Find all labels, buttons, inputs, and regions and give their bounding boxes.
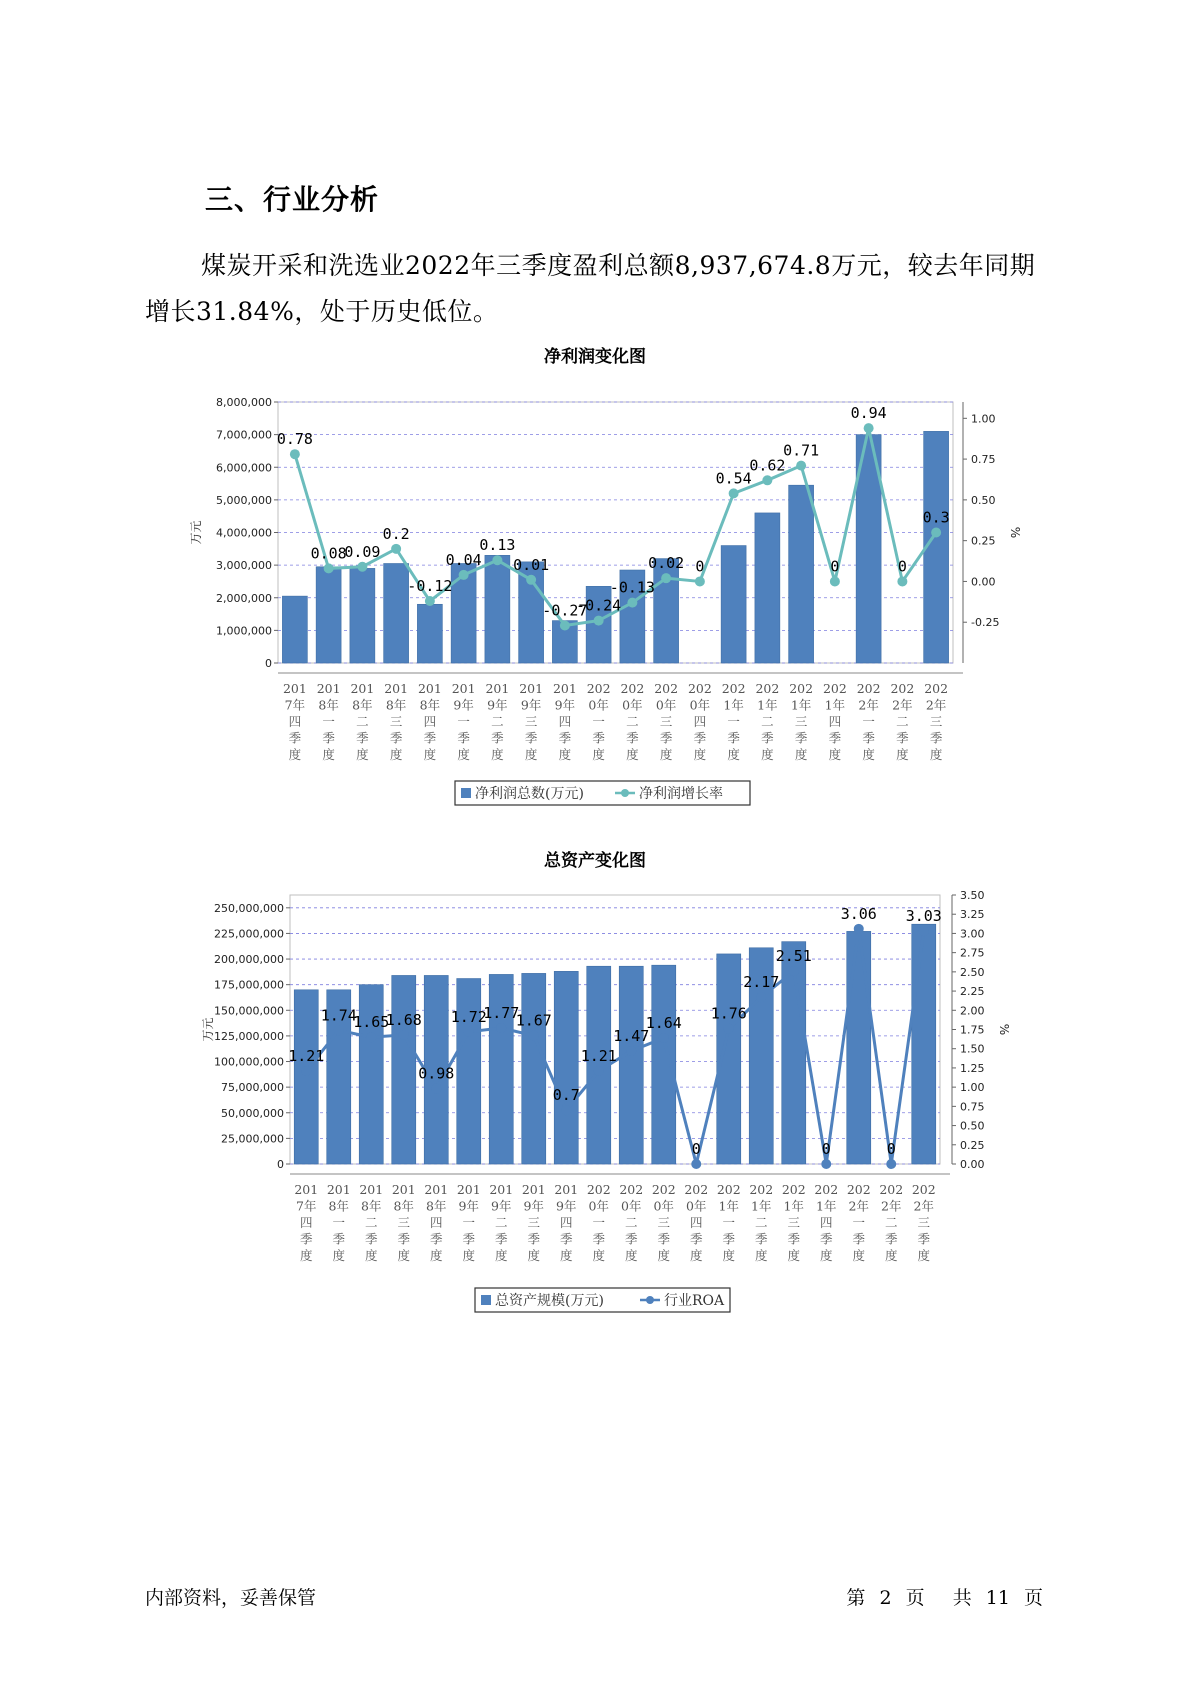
- left-tick-label: 25,000,000: [221, 1132, 284, 1146]
- category-label: 201 9年四季度: [552, 681, 577, 762]
- category-label: 202 0年四季度: [687, 681, 712, 762]
- line-point: [854, 924, 864, 934]
- left-tick-label: 175,000,000: [214, 978, 284, 992]
- legend-bar-label: 净利润总数(万元): [475, 786, 584, 802]
- left-tick-label: 8,000,000: [216, 396, 272, 409]
- bar: [457, 979, 481, 1164]
- bar: [392, 975, 416, 1164]
- page-suffix: 页: [1023, 1587, 1043, 1609]
- data-label: 1.21: [580, 1047, 617, 1066]
- data-label: 0.01: [513, 555, 550, 574]
- line-point: [357, 562, 367, 572]
- section-heading: 三、行业分析: [205, 183, 380, 216]
- bar: [619, 966, 643, 1164]
- category-label: 202 1年三季度: [789, 681, 814, 762]
- data-label: 1.67: [515, 1011, 552, 1030]
- data-label: 1.76: [710, 1004, 747, 1023]
- left-tick-label: 50,000,000: [221, 1106, 284, 1120]
- data-label: 2.17: [743, 973, 780, 992]
- category-label: 201 8年一季度: [326, 1182, 351, 1263]
- data-label: 1.21: [288, 1047, 325, 1066]
- category-label: 201 9年二季度: [485, 681, 510, 762]
- line-point: [886, 1159, 896, 1169]
- legend-bar-swatch: [461, 788, 471, 798]
- data-label: 0.2: [382, 524, 410, 543]
- left-tick-label: 250,000,000: [214, 901, 284, 915]
- legend-line-label: 净利润增长率: [639, 786, 723, 802]
- line-point: [464, 1027, 474, 1037]
- category-label: 202 0年一季度: [586, 681, 611, 762]
- category-label: 202 1年一季度: [716, 1182, 741, 1263]
- data-label: 0: [897, 557, 907, 576]
- category-label: 202 1年二季度: [755, 681, 780, 762]
- line-point: [919, 926, 929, 936]
- data-label: -0.12: [407, 577, 453, 596]
- category-label: 202 0年三季度: [654, 681, 679, 762]
- right-tick-label: 2.75: [960, 946, 985, 960]
- left-tick-label: 75,000,000: [221, 1081, 284, 1095]
- category-label: 202 1年一季度: [721, 681, 746, 762]
- line-point: [560, 620, 570, 630]
- right-tick-label: 0.75: [971, 453, 996, 467]
- legend-bar-swatch: [481, 1295, 491, 1305]
- right-tick-label: 0.75: [960, 1100, 985, 1114]
- category-label: 201 9年三季度: [521, 1182, 546, 1263]
- line-point: [864, 423, 874, 433]
- bar: [721, 546, 746, 663]
- category-label: 202 1年四季度: [822, 681, 847, 762]
- category-label: 202 2年一季度: [846, 1182, 871, 1263]
- right-tick-label: 1.00: [971, 412, 996, 426]
- data-label: 0: [886, 1140, 896, 1158]
- category-label: 202 1年三季度: [781, 1182, 806, 1263]
- data-label: 0.04: [445, 550, 482, 569]
- data-label: 1.68: [385, 1010, 422, 1029]
- category-label: 201 8年四季度: [417, 681, 442, 762]
- left-tick-label: 7,000,000: [216, 428, 272, 442]
- data-label: 2.51: [775, 947, 812, 966]
- right-tick-label: 0.25: [971, 534, 996, 548]
- right-axis-label: %: [1008, 526, 1022, 539]
- right-tick-label: 0.00: [971, 575, 996, 589]
- line-point: [789, 966, 799, 976]
- left-tick-label: 5,000,000: [216, 493, 272, 507]
- left-tick-label: 225,000,000: [214, 927, 284, 941]
- category-label: 201 9年三季度: [519, 681, 544, 762]
- line-point: [627, 598, 637, 608]
- line-point: [324, 563, 334, 573]
- data-label: 1.65: [353, 1013, 390, 1032]
- category-label: 202 0年一季度: [586, 1182, 611, 1263]
- bar: [554, 971, 578, 1164]
- category-label: 202 2年二季度: [890, 681, 915, 762]
- data-label: -0.24: [576, 596, 622, 615]
- left-tick-label: 6,000,000: [216, 461, 272, 475]
- right-tick-label: 3.50: [960, 889, 985, 902]
- category-label: 202 0年二季度: [620, 681, 645, 762]
- right-tick-label: 1.50: [960, 1042, 985, 1056]
- bar: [522, 973, 546, 1164]
- category-label: 201 9年二季度: [489, 1182, 514, 1263]
- right-axis-label: %: [997, 1023, 1011, 1036]
- data-label: 0.54: [715, 469, 752, 488]
- data-label: -0.13: [609, 578, 655, 597]
- line-point: [290, 449, 300, 459]
- footer-confidential: 内部资料，妥善保管: [145, 1587, 317, 1609]
- line-point: [661, 573, 671, 583]
- data-label: 0.13: [479, 536, 516, 555]
- category-label: 202 1年二季度: [749, 1182, 774, 1263]
- category-label: 201 8年二季度: [359, 1182, 384, 1263]
- category-label: 202 0年四季度: [684, 1182, 709, 1263]
- line-point: [626, 1046, 636, 1056]
- right-tick-label: 1.25: [960, 1061, 985, 1075]
- net-profit-chart: [0, 340, 1191, 820]
- line-point: [301, 1066, 311, 1076]
- legend-bar-label: 总资产规模(万元): [495, 1293, 604, 1309]
- left-axis-label: 万元: [201, 1017, 215, 1042]
- right-tick-label: 2.25: [960, 985, 985, 999]
- data-label: 1.77: [483, 1003, 520, 1022]
- right-tick-label: 3.25: [960, 908, 985, 922]
- line-point: [821, 1159, 831, 1169]
- data-label: 0.08: [310, 544, 347, 563]
- category-label: 202 2年二季度: [879, 1182, 904, 1263]
- data-label: 0.3: [922, 508, 950, 527]
- right-tick-label: 0.25: [960, 1138, 985, 1152]
- line-point: [496, 1023, 506, 1033]
- line-point: [492, 555, 502, 565]
- data-label: -0.27: [542, 601, 588, 620]
- line-point: [695, 576, 705, 586]
- category-label: 202 0年三季度: [651, 1182, 676, 1263]
- total-assets-chart: [0, 838, 1191, 1328]
- left-tick-label: 0: [265, 657, 272, 670]
- line-point: [391, 544, 401, 554]
- line-point: [594, 616, 604, 626]
- line-point: [594, 1066, 604, 1076]
- category-label: 201 8年二季度: [350, 681, 375, 762]
- category-label: 201 8年一季度: [316, 681, 341, 762]
- left-tick-label: 100,000,000: [214, 1055, 284, 1069]
- data-label: 0.62: [749, 456, 786, 475]
- data-label: 0: [830, 557, 840, 576]
- page-prefix: 第: [846, 1587, 866, 1609]
- line-point: [526, 575, 536, 585]
- left-tick-label: 1,000,000: [216, 624, 272, 638]
- data-label: 1.47: [613, 1027, 650, 1046]
- line-point: [659, 1033, 669, 1043]
- category-label: 201 8年三季度: [384, 681, 409, 762]
- data-label: 1.74: [320, 1006, 357, 1025]
- bar: [282, 596, 307, 663]
- line-point: [756, 992, 766, 1002]
- legend-line-dot: [646, 1296, 654, 1304]
- data-label: 0: [691, 1140, 701, 1158]
- line-point: [529, 1031, 539, 1041]
- line-point: [762, 475, 772, 485]
- data-label: 0.94: [850, 404, 887, 423]
- category-label: 201 9年一季度: [456, 1182, 481, 1263]
- line-point: [724, 1024, 734, 1034]
- data-label: 3.06: [840, 904, 877, 923]
- left-tick-label: 200,000,000: [214, 953, 284, 967]
- left-axis-label: 万元: [189, 520, 203, 545]
- line-point: [830, 576, 840, 586]
- left-tick-label: 4,000,000: [216, 526, 272, 540]
- line-point: [691, 1159, 701, 1169]
- bar: [755, 513, 780, 663]
- line-point: [897, 576, 907, 586]
- right-tick-label: 0.50: [960, 1119, 985, 1133]
- line-point: [796, 461, 806, 471]
- right-tick-label: 3.00: [960, 927, 985, 941]
- line-point: [425, 596, 435, 606]
- legend-line-dot: [621, 789, 629, 797]
- data-label: 0: [821, 1140, 831, 1158]
- left-tick-label: 150,000,000: [214, 1004, 284, 1018]
- line-point: [459, 570, 469, 580]
- left-tick-label: 0: [277, 1158, 284, 1171]
- bar: [489, 974, 513, 1164]
- analysis-paragraph: 煤炭开采和洗选业2022年三季度盈利总额8,937,674.8万元，较去年同期增长31.84%，处于历史低位。: [145, 251, 1036, 326]
- category-label: 201 7年四季度: [282, 681, 307, 762]
- right-tick-label: 1.00: [960, 1081, 985, 1095]
- bar: [485, 555, 510, 663]
- bar: [912, 924, 936, 1164]
- bar: [350, 568, 375, 663]
- right-tick-label: 2.00: [960, 1004, 985, 1018]
- data-label: 0.98: [418, 1064, 455, 1083]
- bar: [847, 931, 871, 1164]
- left-tick-label: 125,000,000: [214, 1029, 284, 1043]
- page-mid: 页: [905, 1587, 925, 1609]
- right-tick-label: -0.25: [971, 616, 1000, 630]
- bar: [359, 985, 383, 1164]
- category-label: 202 2年一季度: [856, 681, 881, 762]
- page-num: 2: [879, 1587, 892, 1609]
- bar: [316, 567, 341, 663]
- bar: [294, 990, 318, 1164]
- total-num: 11: [985, 1587, 1010, 1609]
- category-label: 201 7年四季度: [294, 1182, 319, 1263]
- bar: [417, 604, 442, 663]
- right-tick-label: 1.75: [960, 1023, 985, 1037]
- line-point: [561, 1105, 571, 1115]
- legend-line-label: 行业ROA: [664, 1293, 725, 1309]
- line-point: [729, 488, 739, 498]
- line-point: [399, 1030, 409, 1040]
- line-point: [334, 1025, 344, 1035]
- data-label: 0: [695, 557, 705, 576]
- category-label: 201 9年四季度: [554, 1182, 579, 1263]
- chart-title: 总资产变化图: [544, 851, 646, 871]
- category-label: 201 8年四季度: [424, 1182, 449, 1263]
- data-label: 0.09: [344, 542, 381, 561]
- line-point: [431, 1084, 441, 1094]
- category-label: 202 2年三季度: [911, 1182, 936, 1263]
- data-label: 0.02: [648, 554, 685, 573]
- data-label: 1.72: [450, 1007, 487, 1026]
- right-tick-label: 2.50: [960, 965, 985, 979]
- category-label: 202 1年四季度: [814, 1182, 839, 1263]
- data-label: 0.78: [276, 430, 313, 449]
- right-tick-label: 0.00: [960, 1158, 985, 1171]
- data-label: 3.03: [905, 907, 942, 926]
- total-prefix: 共: [952, 1587, 972, 1609]
- category-label: 201 8年三季度: [391, 1182, 416, 1263]
- chart-title: 净利润变化图: [544, 347, 646, 367]
- data-label: 0.71: [783, 441, 820, 460]
- bar: [384, 563, 409, 663]
- bar: [789, 485, 814, 663]
- category-label: 202 0年二季度: [619, 1182, 644, 1263]
- line-point: [931, 528, 941, 538]
- left-tick-label: 3,000,000: [216, 559, 272, 573]
- left-tick-label: 2,000,000: [216, 591, 272, 605]
- data-label: 0.7: [552, 1086, 580, 1105]
- right-tick-label: 0.50: [971, 493, 996, 507]
- footer-page-number: [846, 1583, 1043, 1610]
- category-label: 202 2年三季度: [924, 681, 949, 762]
- line-point: [366, 1032, 376, 1042]
- data-label: 1.64: [645, 1013, 682, 1032]
- category-label: 201 9年一季度: [451, 681, 476, 762]
